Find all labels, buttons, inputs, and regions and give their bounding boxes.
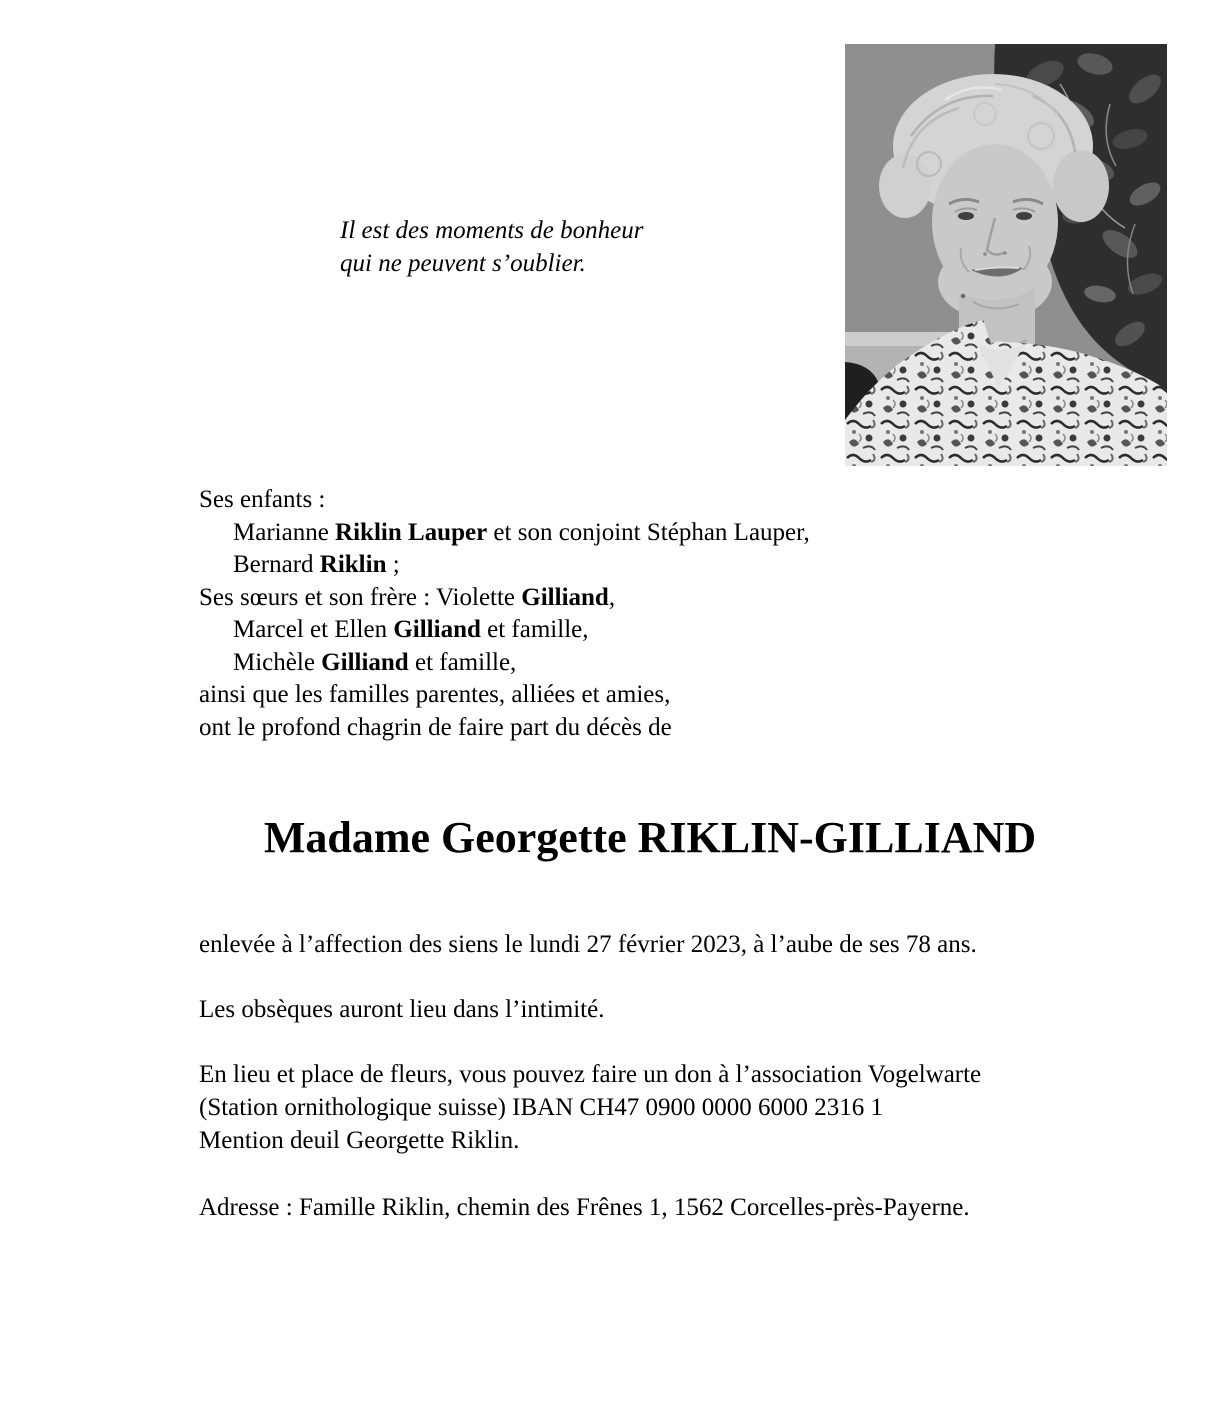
- text-segment: Marianne: [233, 518, 336, 546]
- family-line: [199, 582, 810, 615]
- family-surname: Riklin: [319, 551, 387, 578]
- family-line: [199, 614, 810, 647]
- paragraph-address: Adresse : Famille Riklin, chemin des Frênes 1, 1562 Corcelles-près-Payerne.: [199, 1194, 970, 1221]
- text-segment: ;: [386, 551, 400, 578]
- family-line: [199, 517, 810, 550]
- donation-line-2: (Station ornithologique suisse) IBAN CH47 0900 0000 6000 2316 1: [199, 1094, 884, 1121]
- paragraph-funeral: Les obsèques auront lieu dans l’intimité.: [199, 996, 605, 1023]
- deceased-name-title: Madame Georgette RIKLIN-GILLIAND: [263, 813, 1037, 862]
- text-segment: Ses enfants :: [199, 486, 326, 513]
- family-line: [199, 647, 810, 680]
- epigraph: [340, 214, 643, 280]
- family-line: [199, 484, 810, 517]
- family-surname: Gilliand: [321, 648, 409, 676]
- donation-line-1: En lieu et place de fleurs, vous pouvez faire un don à l’association Vogelwarte: [199, 1061, 982, 1088]
- text-segment: ,: [608, 583, 616, 611]
- epigraph-line-1: Il est des moments de bonheur: [340, 217, 644, 244]
- text-segment: et famille,: [408, 648, 517, 676]
- text-segment: et son conjoint Stéphan Lauper,: [487, 518, 810, 546]
- text-segment: Ses sœurs et son frère : Violette: [199, 583, 522, 611]
- portrait-photo: [845, 44, 1167, 466]
- portrait-photo-graphic: [845, 44, 1167, 466]
- family-line: [199, 549, 810, 582]
- text-segment: Marcel et Ellen: [233, 616, 394, 643]
- epigraph-line-2: qui ne peuvent s’oublier.: [340, 250, 586, 277]
- family-list: [199, 484, 810, 744]
- text-segment: Michèle: [233, 648, 322, 676]
- family-surname: Riklin Lauper: [335, 518, 488, 546]
- family-surname: Gilliand: [393, 616, 481, 643]
- family-line: [199, 712, 810, 745]
- donation-line-3: Mention deuil Georgette Riklin.: [199, 1127, 520, 1154]
- paragraph-death-date: enlevée à l’affection des siens le lundi 27 février 2023, à l’aube de ses 78 ans.: [199, 931, 977, 958]
- paragraph-donation: [199, 1058, 981, 1157]
- family-surname: Gilliand: [521, 583, 609, 611]
- text-segment: Bernard: [233, 551, 320, 578]
- text-segment: et famille,: [480, 616, 589, 643]
- text-segment: ont le profond chagrin de faire part du décès de: [199, 713, 672, 741]
- family-line: [199, 679, 810, 712]
- text-segment: ainsi que les familles parentes, alliées et amies,: [199, 681, 671, 708]
